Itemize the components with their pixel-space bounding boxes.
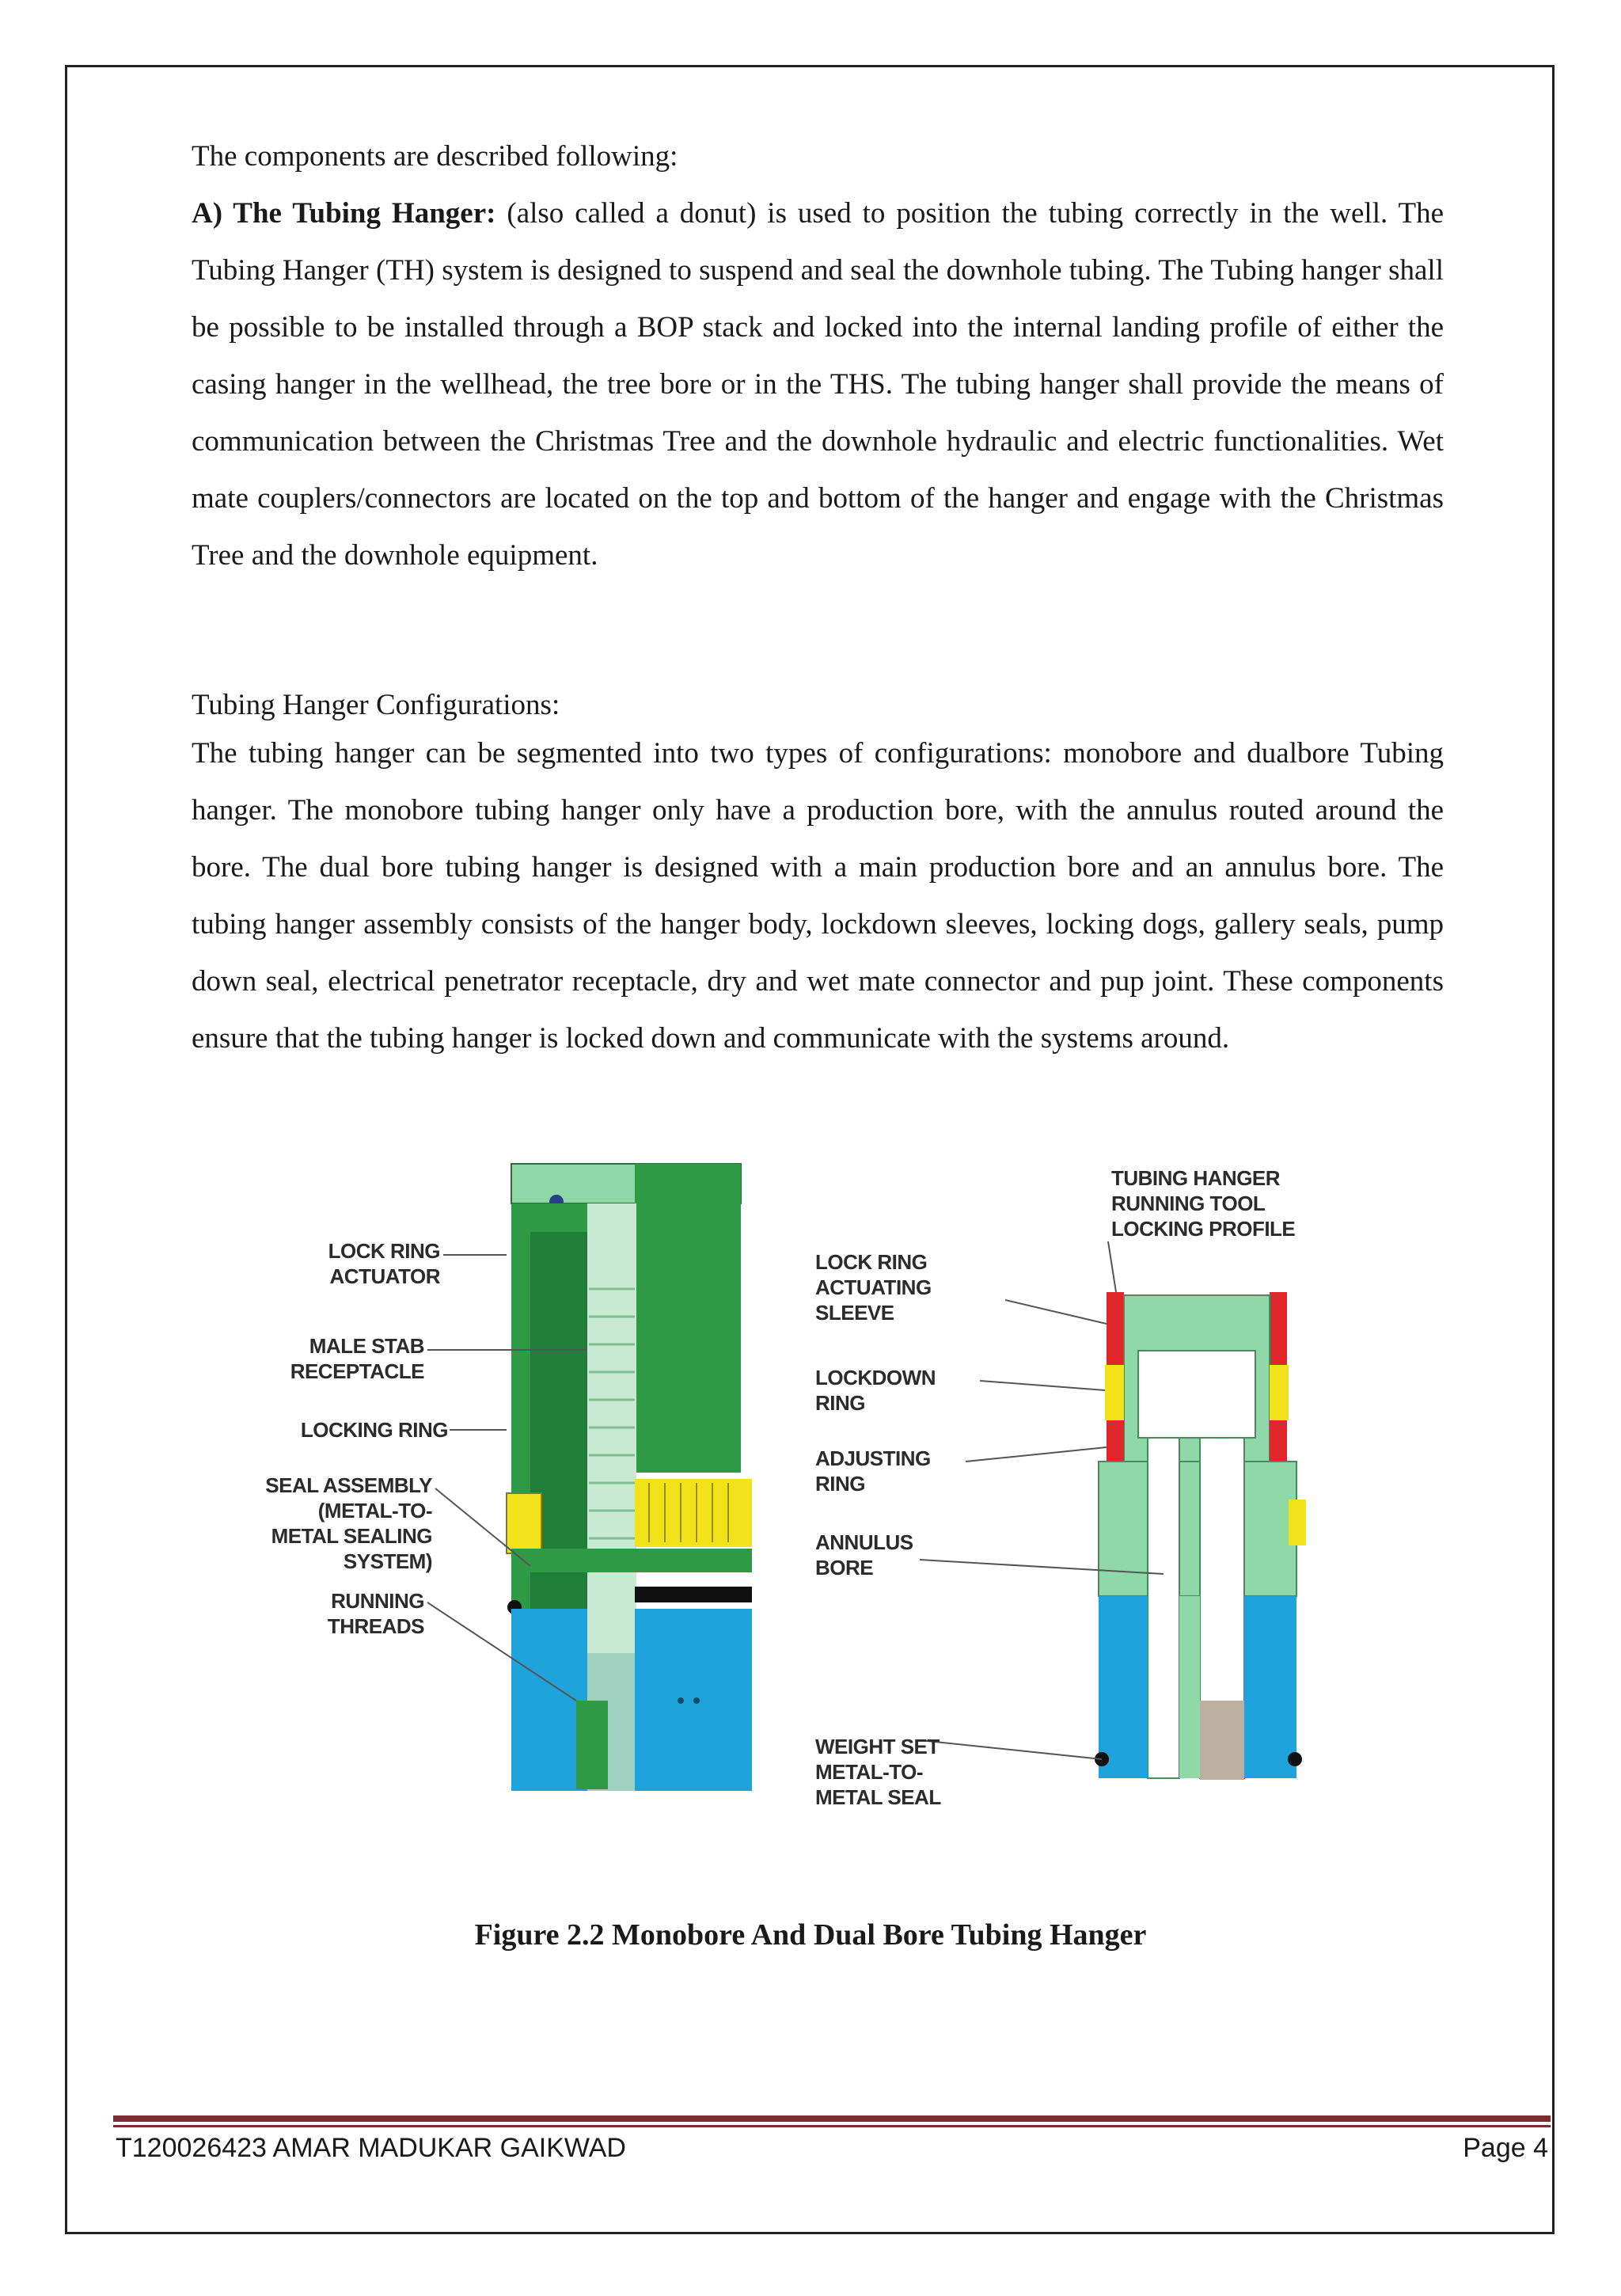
label-line: METAL-TO- [815,1760,924,1784]
label-line: (METAL-TO- [317,1499,432,1522]
monobore-hanger-drawing [507,1164,752,1791]
label-line: RING [815,1472,865,1496]
label-lock-ring-actuating-sleeve [815,1249,989,1325]
config-heading [192,686,1444,725]
footer-rule [113,2115,1551,2122]
label-line: LOCKING PROFILE [1111,1217,1296,1241]
tubing-hanger-lead: A) The Tubing Hanger: [192,197,496,230]
footer-author: T120026423 AMAR MADUKAR GAIKWAD [116,2133,626,2163]
config-section [192,725,1444,1067]
tubing-hanger-figure [265,1146,1330,1859]
label-line: RECEPTACLE [290,1359,424,1383]
label-running-tool-locking-profile [1111,1165,1317,1241]
tubing-hanger-section [192,185,1444,584]
label-lock-ring-actuator [301,1238,440,1289]
tubing-hanger-text: (also called a donut) is used to position the tubing correctly in the well. The Tubing Hanger (TH) system is designed to suspend and seal the downhole tubing. The Tubing hanger shall be possible to be installed through a BOP stack and locked into the internal landing profile of either the casing hanger in the wellhead, the tree bore or in the THS. The tubing hanger shall provide the means of communication between the Christmas Tree and the downhole hydraulic and electric functionalities. Wet mate couplers/connectors are located on the top and bottom of the hanger and engage with the Christmas Tree and the downhole equipment. [192,197,1444,572]
config-paragraph: The tubing hanger can be segmented into two types of configurations: monobore and dualbore Tubing hanger. The monobore tubing hanger only have a production bore, with the annulus routed around the bore. The dual bore tubing hanger is designed with a main production bore and an annulus bore. The tubing hanger assembly consists of the hanger body, lockdown sleeves, locking dogs, gallery seals, pump down seal, electrical penetrator receptacle, dry and wet mate connector and pup joint. These components ensure that the tubing hanger is locked down and communicate with the systems around. [192,737,1444,1055]
dualbore-hanger-drawing [1095,1292,1306,1780]
label-line: LOCKDOWN [815,1366,936,1389]
label-seal-assembly [261,1473,432,1574]
label-locking-ring [269,1417,448,1443]
label-line: RING [815,1391,865,1415]
config-heading-text: Tubing Hanger Configurations: [192,689,560,721]
label-adjusting-ring [815,1446,974,1496]
label-line: MALE STAB [309,1334,424,1358]
label-line: LOCK RING [815,1250,928,1274]
label-line: TUBING HANGER [1111,1166,1281,1190]
tubing-hanger-paragraph [192,185,1444,584]
label-line: LOCK RING [328,1239,440,1263]
label-line: RUNNING TOOL [1111,1192,1266,1215]
footer-rule-thin [113,2125,1551,2127]
label-line: RUNNING [331,1589,424,1613]
label-annulus-bore [815,1530,974,1580]
label-line: SYSTEM) [343,1549,432,1573]
intro-text [192,128,1444,185]
label-male-stab-receptacle [269,1333,424,1384]
label-line: SEAL ASSEMBLY [265,1473,432,1497]
label-lockdown-ring [815,1365,974,1416]
figure-caption: Figure 2.2 Monobore And Dual Bore Tubing Hanger [474,1918,1147,1952]
intro-paragraph: The components are described following: [192,140,678,173]
footer-page-number: Page 4 [1463,2133,1548,2163]
label-line: THREADS [327,1614,424,1638]
label-line: METAL SEALING [271,1524,432,1548]
label-line: WEIGHT SET [815,1735,940,1758]
label-line: ANNULUS [815,1530,913,1554]
label-weight-set-seal [815,1734,974,1810]
label-line: ADJUSTING [815,1446,931,1470]
label-line: ACTUATING [815,1275,932,1299]
label-line: LOCKING RING [300,1418,448,1442]
label-line: BORE [815,1556,874,1579]
label-running-threads [285,1588,424,1639]
label-line: METAL SEAL [815,1785,941,1809]
label-line: SLEEVE [815,1301,894,1325]
label-line: ACTUATOR [329,1264,440,1288]
